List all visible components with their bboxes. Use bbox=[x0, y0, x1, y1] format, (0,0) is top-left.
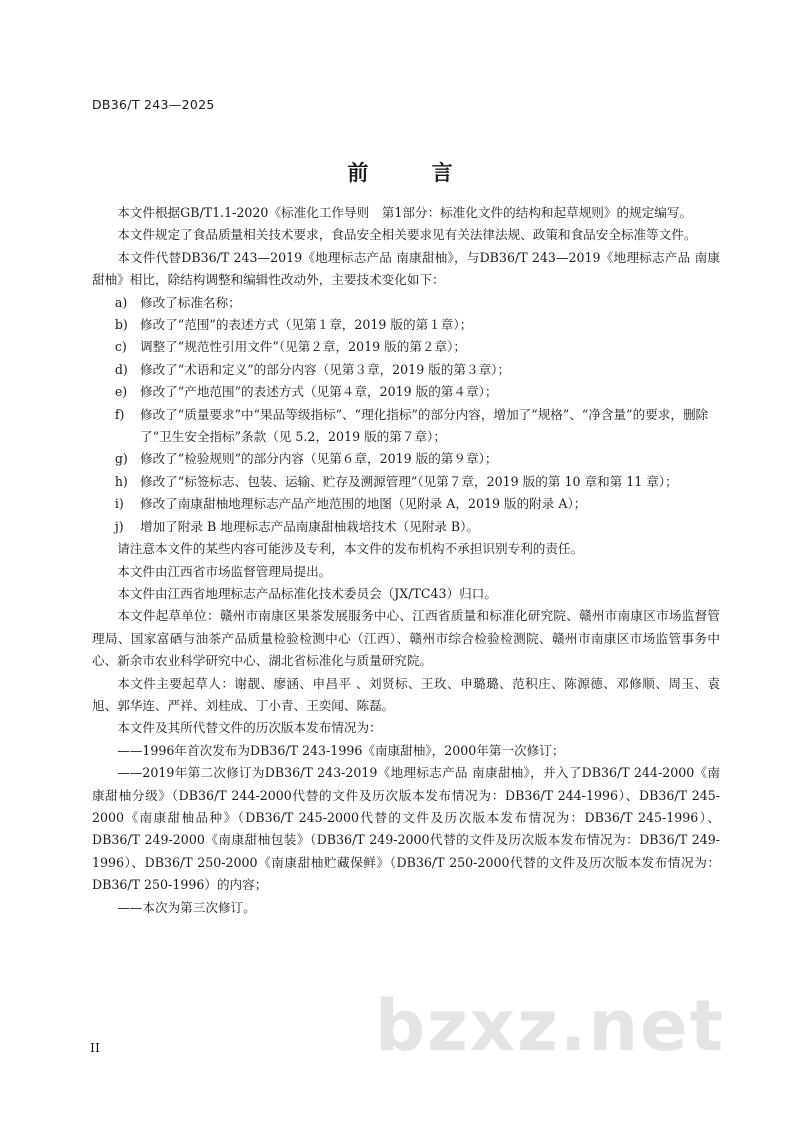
list-item bbox=[92, 471, 720, 493]
list-item-text: 修改了标准名称； bbox=[140, 294, 241, 310]
page-title: 前 言 bbox=[347, 161, 481, 185]
list-item-text: 修改了“产地范围”的表述方式（见第４章，2019 版的第４章）； bbox=[140, 384, 498, 400]
list-item-text: 修改了“标签标志、包装、运输、贮存及溯源管理”（见第７章，2019 版的第 10 章和第 11 章）； bbox=[140, 473, 678, 489]
list-marker: a) bbox=[114, 294, 128, 310]
list-item-text: 增加了附录 B 地理标志产品南康甜柚栽培技术（见附录 B）。 bbox=[140, 518, 480, 534]
list-marker: c) bbox=[114, 339, 127, 355]
list-marker: e) bbox=[114, 384, 128, 400]
list-item-text: 修改了“范围”的表述方式（见第１章，2019 版的第１章）； bbox=[140, 317, 473, 333]
list-item bbox=[92, 516, 720, 538]
list-marker: d) bbox=[114, 361, 128, 377]
list-marker: f) bbox=[114, 406, 125, 422]
list-item bbox=[92, 404, 720, 449]
list-item bbox=[92, 314, 720, 336]
list-item-text: 修改了“质量要求”中“果品等级指标”、“理化指标”的部分内容，增加了“规格”、“净含量”的要求，删除了“卫生安全指标”条款（见 5.2，2019 版的第７章）； bbox=[140, 406, 709, 445]
document-number: DB36/T 243—2025 bbox=[92, 97, 215, 112]
list-item bbox=[92, 381, 720, 403]
page-number: II bbox=[90, 1040, 100, 1055]
list-marker: b) bbox=[114, 317, 128, 333]
paragraph: 本文件主要起草人：谢靓、廖涵、申昌平 、刘贤标、王玫、申璐璐、范积庄、陈源德、邓修顺、周玉、袁旭、郭华连、严祥、刘桂成、丁小青、王奕闻、陈磊。 bbox=[92, 675, 720, 713]
list-marker: h) bbox=[114, 473, 128, 489]
history-entry: ——2019年第二次修订为DB36/T 243-2019《地理标志产品 南康甜柚》，并入了DB36/T 244-2000《南康甜柚分级》（DB36/T 244-2000代替的文件及历次版本发布情况为：DB36/T 244-1996）、DB36/T 245-2000《南康甜柚品种》（DB36/T 245-2000代替的文件及历次版本发布情况为：DB36/T 245-1996）、DB36/T 249-2000《南康甜柚包装》（DB36/T 249-2000代替的文件及历次版本发布情况为：DB36/T 249-1996）、DB36/T 250-2000《南康甜柚贮藏保鲜》（DB36/T 250-2000代替的文件及历次版本发布情况为：DB36/T 250-1996）的内容； bbox=[92, 765, 720, 893]
list-item bbox=[92, 292, 720, 314]
list-item-text: 调整了“规范性引用文件”（见第２章，2019 版的第２章）； bbox=[140, 339, 466, 355]
list-item-text: 修改了南康甜柚地理标志产品产地范围的地图（见附录 A，2019 版的附录 A）； bbox=[140, 496, 587, 512]
history-entry: ——本次为第三次修订。 bbox=[117, 899, 256, 915]
list-marker: g) bbox=[114, 451, 128, 467]
list-marker: i) bbox=[114, 496, 124, 512]
paragraph: 本文件由江西省地理标志产品标准化技术委员会（JX/TC43）归口。 bbox=[117, 585, 497, 601]
paragraph: 本文件代替DB36/T 243—2019《地理标志产品 南康甜柚》，与DB36/T 243—2019《地理标志产品 南康甜柚》相比，除结构调整和编辑性改动外，主要技术变化如下： bbox=[92, 249, 720, 288]
paragraph: 本文件由江西省市场监督管理局提出。 bbox=[117, 563, 332, 579]
list-marker: j) bbox=[114, 518, 124, 534]
change-list bbox=[92, 292, 720, 538]
paragraph: 请注意本文件的某些内容可能涉及专利，本文件的发布机构不承担识别专利的责任。 bbox=[117, 541, 584, 557]
list-item bbox=[92, 336, 720, 358]
list-item bbox=[92, 448, 720, 470]
paragraph: 本文件起草单位：赣州市南康区果茶发展服务中心、江西省质量和标准化研究院、赣州市南康区市场监督管理局、国家富硒与油茶产品质量检验检测中心（江西）、赣州市综合检验检测院、赣州市南康区市场监管事务中心、新余市农业科学研究中心、湖北省标准化与质量研究院。 bbox=[92, 608, 720, 669]
list-item bbox=[92, 359, 720, 381]
watermark: bzxz.net bbox=[375, 985, 726, 1067]
paragraph: 本文件及其所代替文件的历次版本发布情况为： bbox=[117, 720, 382, 736]
list-item bbox=[92, 493, 720, 515]
list-item-text: 修改了“术语和定义”的部分内容（见第３章，2019 版的第３章）； bbox=[140, 361, 511, 377]
document-body bbox=[92, 202, 720, 919]
history-entry: ——1996年首次发布为DB36/T 243-1996《南康甜柚》，2000年第一次修订； bbox=[117, 742, 565, 758]
paragraph: 本文件根据GB/T1.1-2020《标准化工作导则 第1部分：标准化文件的结构和起草规则》的规定编写。 bbox=[117, 205, 693, 220]
list-item-text: 修改了“检验规则”的部分内容（见第６章，2019 版的第９章）； bbox=[140, 451, 498, 467]
paragraph: 本文件规定了食品质量相关技术要求，食品安全相关要求见有关法律法规、政策和食品安全标准等文件。 bbox=[117, 227, 697, 243]
